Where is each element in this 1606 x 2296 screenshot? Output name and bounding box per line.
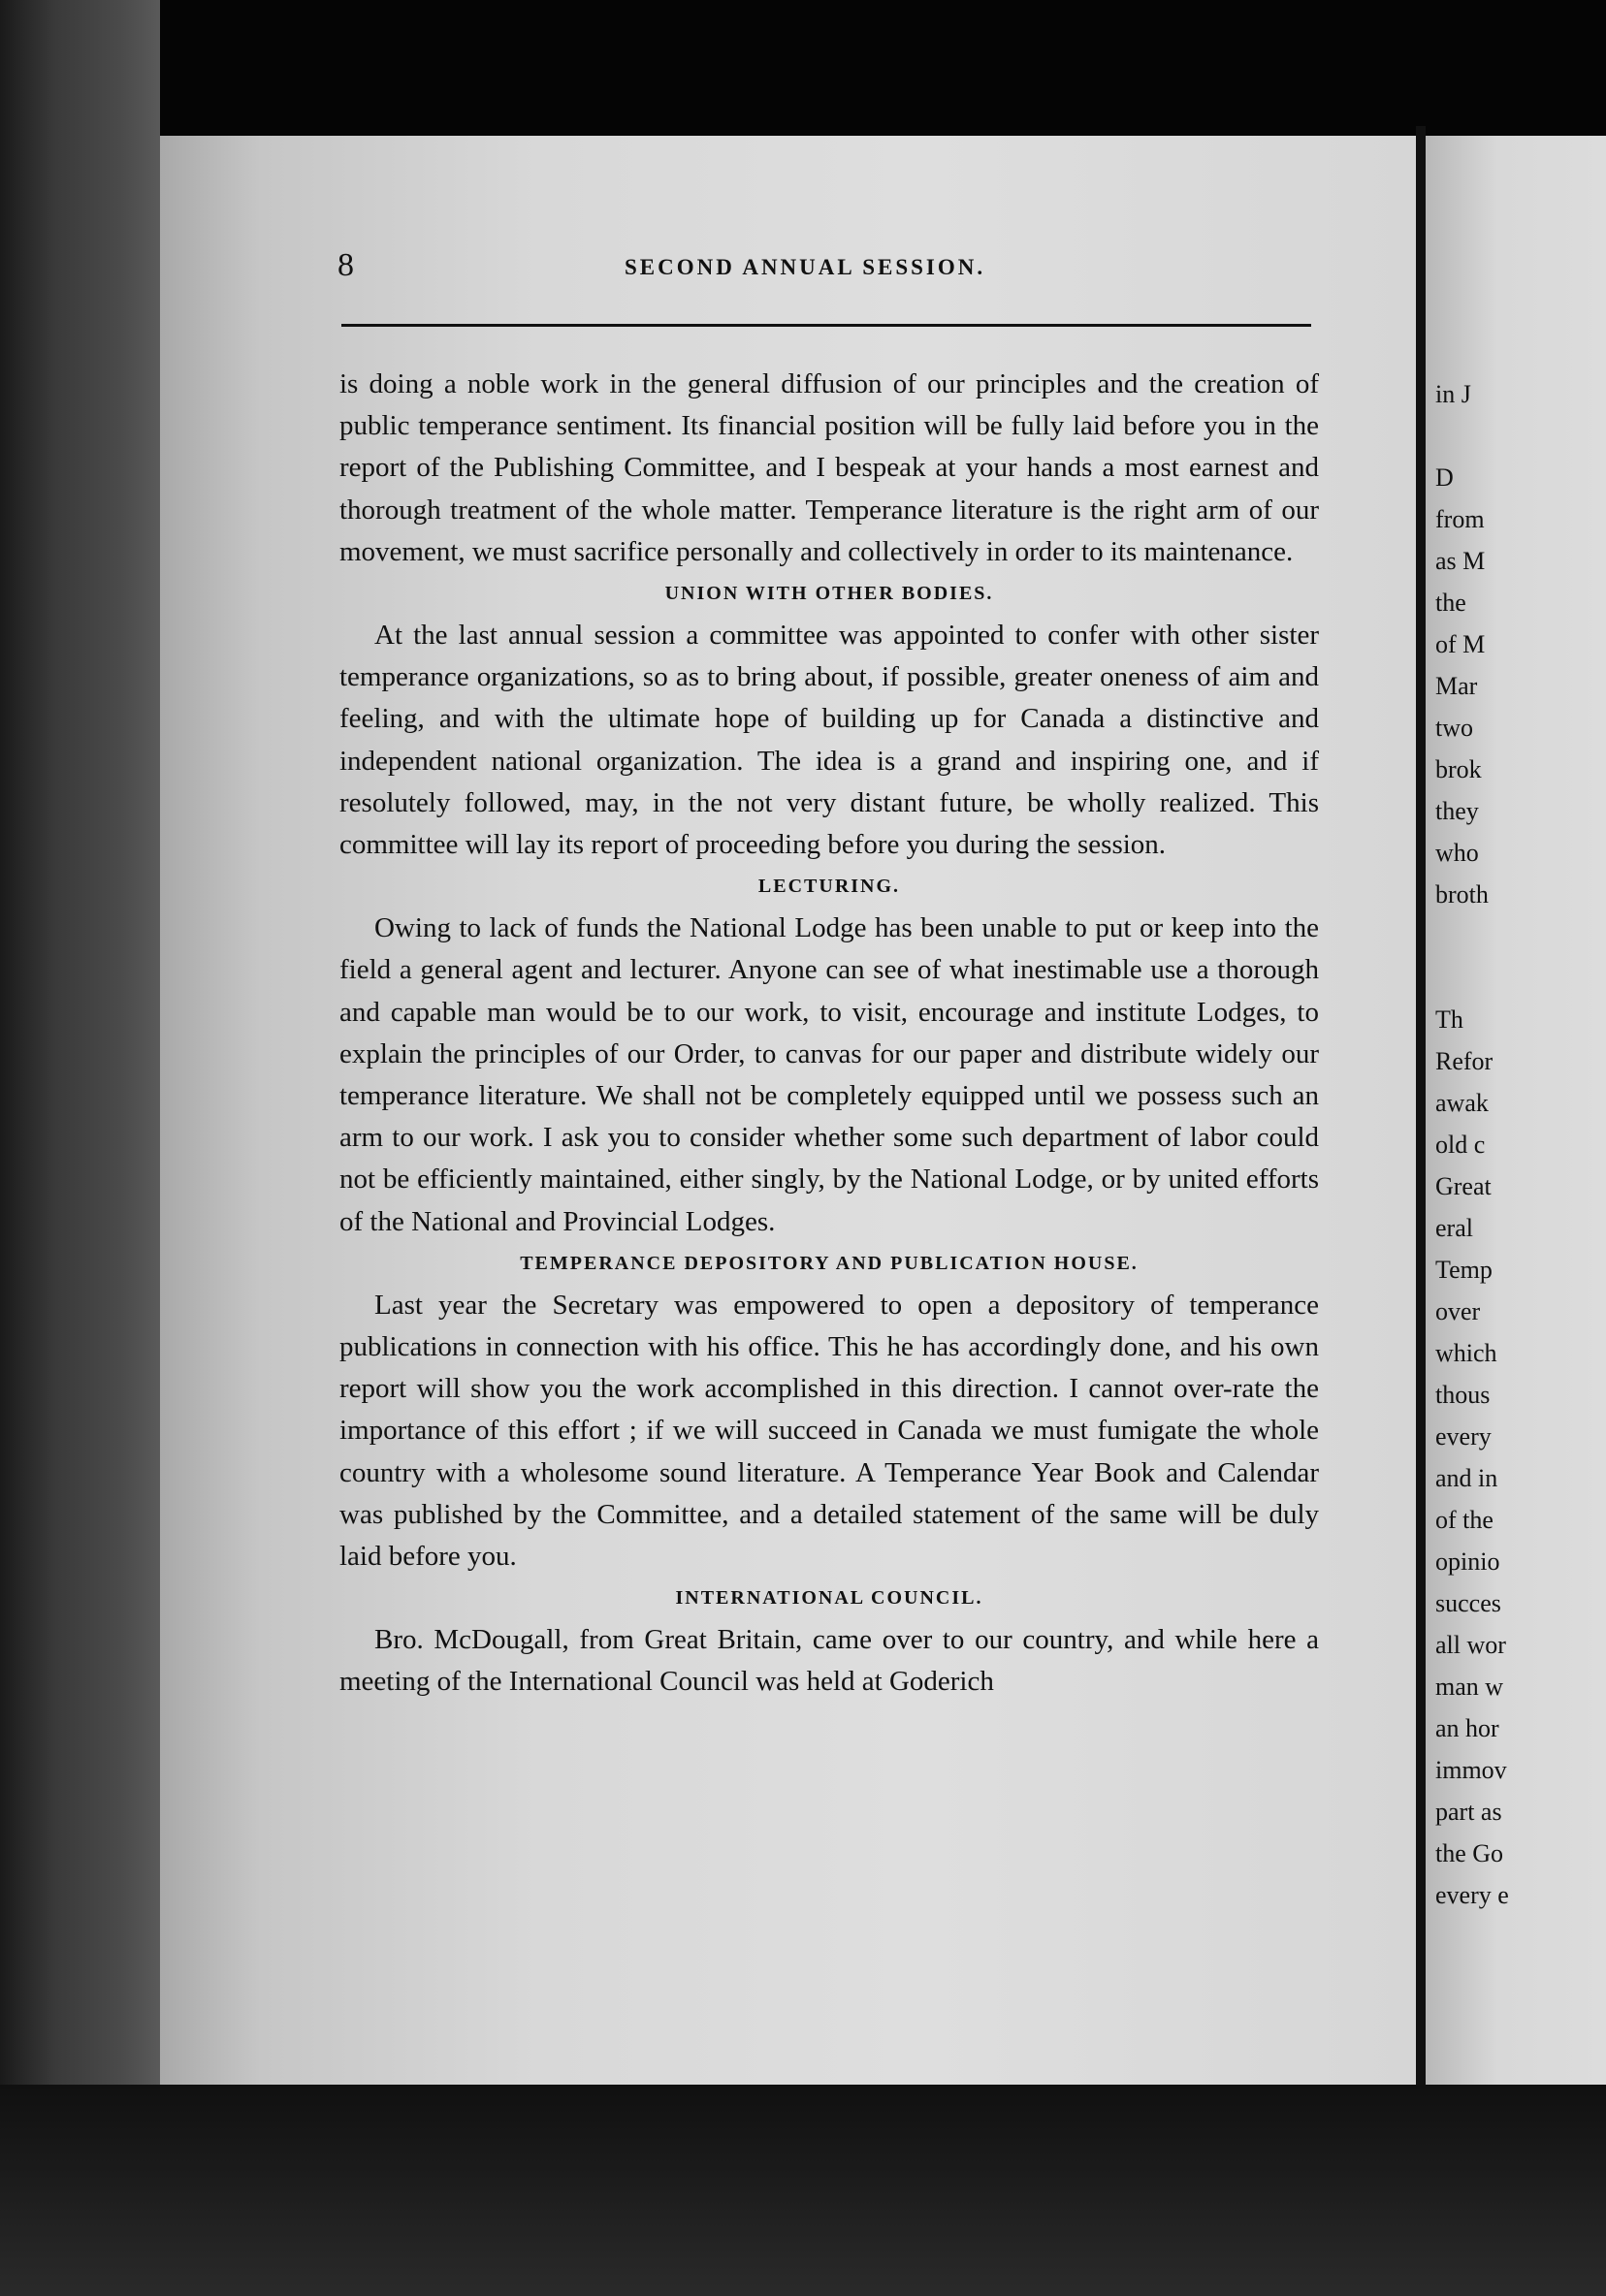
facing-line: succes xyxy=(1435,1589,1501,1617)
facing-line: two xyxy=(1435,714,1473,742)
header-rule xyxy=(341,324,1311,327)
facing-line: in J xyxy=(1435,380,1471,408)
facing-line: broth xyxy=(1435,880,1489,909)
facing-line: as M xyxy=(1435,547,1486,575)
facing-line: Th xyxy=(1435,1005,1463,1034)
facing-line: they xyxy=(1435,797,1479,825)
facing-line: brok xyxy=(1435,755,1482,783)
facing-line: Mar xyxy=(1435,672,1478,700)
facing-line: part as xyxy=(1435,1798,1502,1826)
facing-line: Temp xyxy=(1435,1256,1493,1284)
section-heading: LECTURING. xyxy=(757,876,901,898)
facing-line: eral xyxy=(1435,1214,1473,1242)
facing-line: opinio xyxy=(1435,1547,1500,1576)
facing-line xyxy=(1435,915,1606,957)
scan-background-bottom xyxy=(0,2085,1606,2296)
facing-line xyxy=(1435,957,1606,999)
book-spine xyxy=(1416,126,1426,2085)
facing-line: Refor xyxy=(1435,1047,1494,1075)
page-number: 8 xyxy=(337,247,354,283)
paragraph: Bro. McDougall, from Great Britain, came over to our country, and while here a meeting of the International Council was held at Goderich xyxy=(339,1624,1319,1698)
facing-line: all wor xyxy=(1435,1631,1506,1659)
facing-line: immov xyxy=(1435,1756,1507,1784)
facing-line: the Go xyxy=(1435,1839,1504,1867)
paragraph: Owing to lack of funds the National Lodge has been unable to put or keep into the field a general agent and lecturer. Anyone can see of what inestimable use a thorough and capable man would be to our work, to visit, encourage and institute Lodges, to explain the principles of our Order, to canvas for our paper and distribute widely our temperance literature. We shall not be completely equipped until we possess such an arm to our work. I ask you to consider whether some such department of labor could not be efficiently maintained, either singly, by the National Lodge, or by united efforts of the National and Provincial Lodges. xyxy=(339,912,1319,1237)
section-heading: TEMPERANCE DEPOSITORY AND PUBLICATION HOUSE. xyxy=(520,1252,1139,1274)
scan-background-left xyxy=(0,0,160,2296)
facing-line: from xyxy=(1435,505,1485,533)
facing-line: awak xyxy=(1435,1089,1489,1117)
facing-line: every xyxy=(1435,1422,1492,1451)
facing-page-text xyxy=(1435,373,1606,1916)
facing-line: old c xyxy=(1435,1131,1486,1159)
scan-background-top xyxy=(0,0,1606,136)
facing-line: over xyxy=(1435,1297,1481,1325)
section-heading: UNION WITH OTHER BODIES. xyxy=(664,583,994,605)
facing-line: the xyxy=(1435,589,1466,617)
facing-line: every e xyxy=(1435,1881,1509,1909)
paragraph: Last year the Secretary was empowered to open a depository of temperance publications in connection with his office. This he has accordingly done, and his own report will show you the work accomplished in this direction. I cannot over-rate the importance of this effort ; if we will succeed in Canada we must fumigate the whole country with a wholesome sound literature. A Temperance Year Book and Calendar was published by the Committee, and a detailed statement of the same will be duly laid before you. xyxy=(339,1289,1319,1573)
facing-line: an hor xyxy=(1435,1714,1499,1742)
section-heading: INTERNATIONAL COUNCIL. xyxy=(675,1587,983,1610)
paragraph: is doing a noble work in the general diffusion of our principles and the creation of public temperance sentiment. Its financial position will be fully laid before you in the report of the Publishing Committee, and I bespeak at your hands a most earnest and thorough treatment of the whole matter. Temperance literature is the right arm of our movement, we must sacrifice personally and collectively in order to its maintenance. xyxy=(339,368,1319,567)
facing-line: which xyxy=(1435,1339,1497,1367)
facing-line: Great xyxy=(1435,1172,1492,1200)
facing-line: man w xyxy=(1435,1673,1504,1701)
facing-line: of M xyxy=(1435,630,1486,658)
facing-line: thous xyxy=(1435,1381,1491,1409)
facing-line xyxy=(1435,415,1606,457)
page-header xyxy=(337,247,1307,296)
facing-line: and in xyxy=(1435,1464,1498,1492)
facing-line: D xyxy=(1435,463,1454,492)
facing-line: of the xyxy=(1435,1506,1494,1534)
facing-line: who xyxy=(1435,839,1479,867)
page-body xyxy=(339,364,1319,1704)
running-head: SECOND ANNUAL SESSION. xyxy=(625,255,986,279)
paragraph: At the last annual session a committee was appointed to confer with other sister temperance organizations, so as to bring about, if possible, greater oneness of aim and feeling, and with the ultimate hope of building up for Canada a distinctive and independent national organization. The idea is a grand and inspiring one, and if resolutely followed, may, in the not very distant future, be wholly realized. This committee will lay its report of proceeding before you during the session. xyxy=(339,620,1319,861)
